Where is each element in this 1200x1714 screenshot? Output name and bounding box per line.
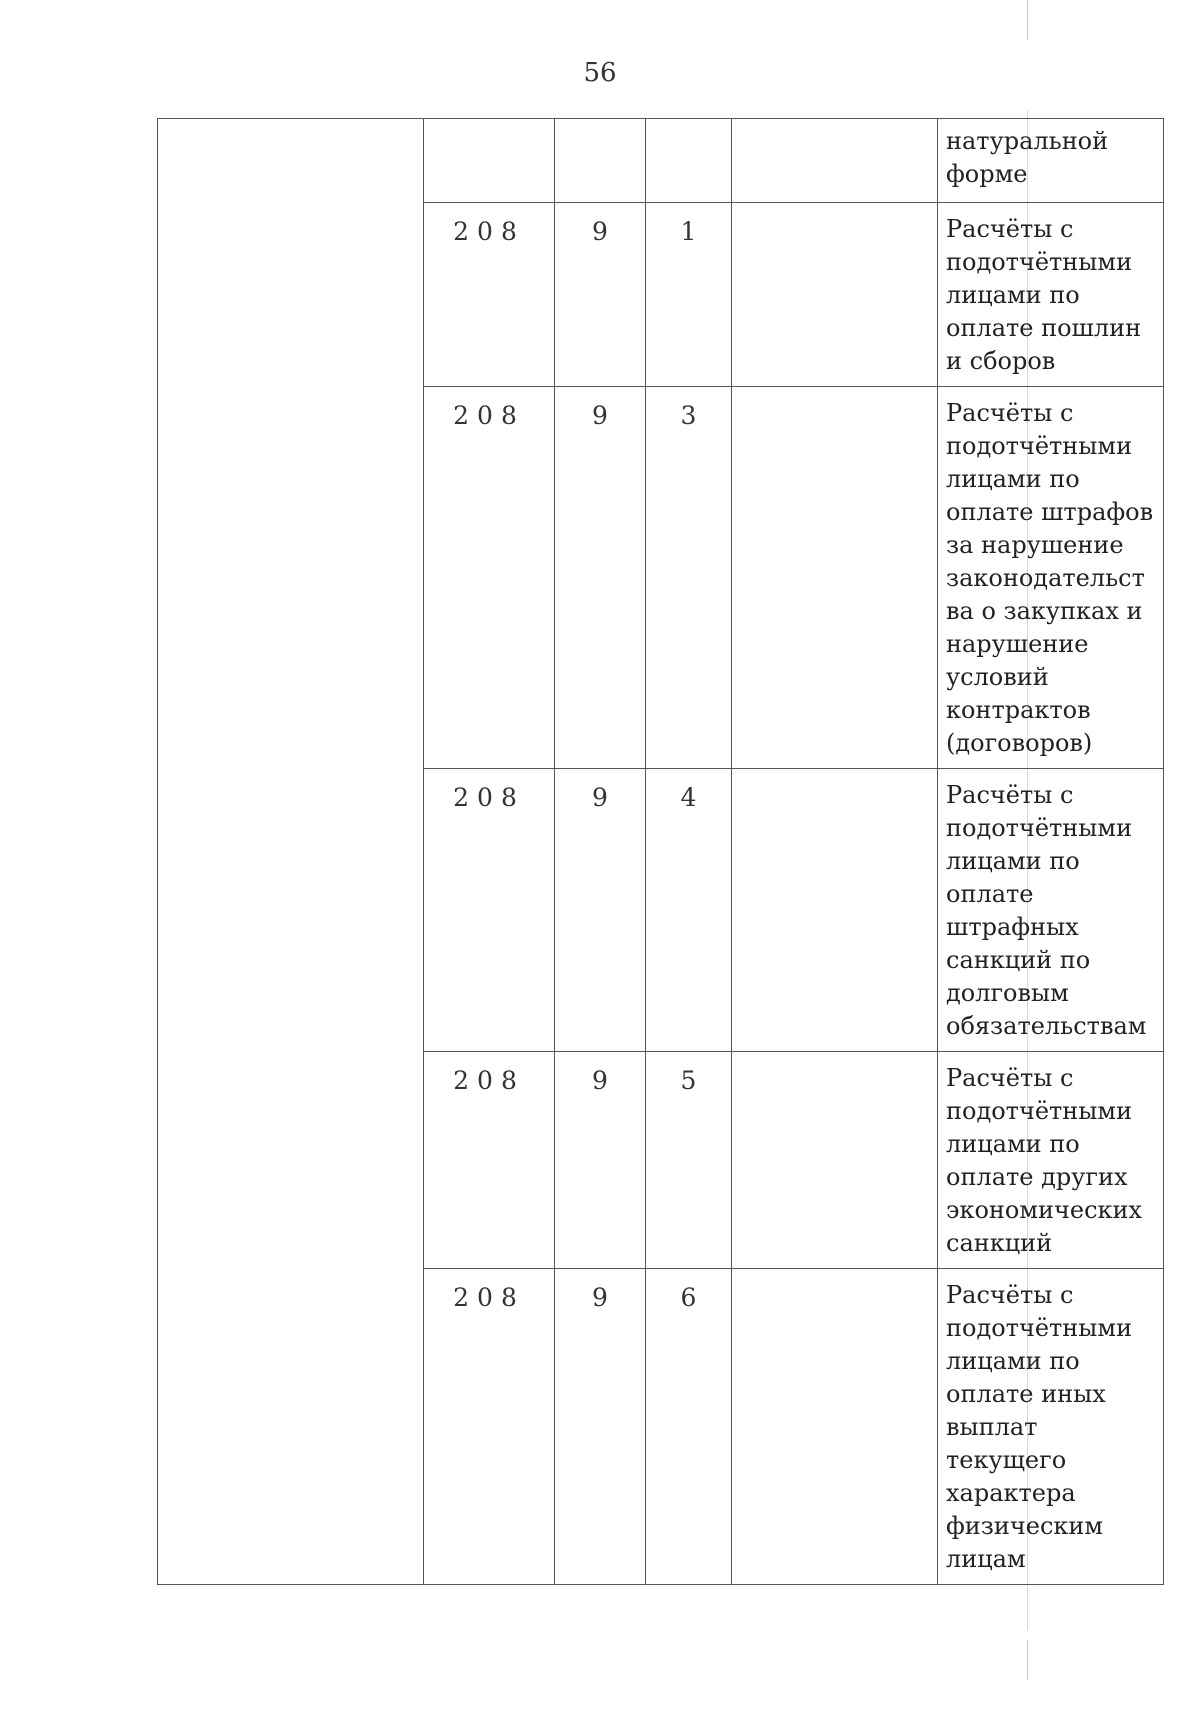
subcode-b-value: 3 <box>680 401 697 430</box>
blank-cell <box>732 387 938 769</box>
code-value: 208 <box>453 217 525 246</box>
subcode-a-value: 9 <box>592 401 608 430</box>
description-cell <box>938 1052 1164 1269</box>
code-value: 208 <box>453 783 525 812</box>
subcode-a-cell <box>555 1052 646 1269</box>
code-value: 208 <box>453 1283 525 1312</box>
subcode-a-value: 9 <box>592 217 608 246</box>
subcode-b-cell <box>646 203 732 387</box>
subcode-b-cell <box>646 119 732 203</box>
subcode-b-cell <box>646 769 732 1052</box>
table-row <box>158 119 1164 203</box>
subcode-a-cell <box>555 1269 646 1585</box>
merged-left-cell <box>158 119 424 1585</box>
description-text: Расчёты с подотчётными лицами по оплате пошлин и сборов <box>946 215 1142 375</box>
code-cell <box>424 119 555 203</box>
description-cell <box>938 119 1164 203</box>
subcode-a-cell <box>555 203 646 387</box>
page-number: 56 <box>583 58 617 88</box>
description-cell <box>938 1269 1164 1585</box>
code-value: 208 <box>453 1066 525 1095</box>
blank-cell <box>732 203 938 387</box>
subcode-a-cell <box>555 387 646 769</box>
description-text: Расчёты с подотчётными лицами по оплате других экономических санкций <box>946 1064 1143 1257</box>
description-cell <box>938 203 1164 387</box>
code-cell <box>424 769 555 1052</box>
subcode-b-value: 4 <box>680 783 697 812</box>
subcode-b-cell <box>646 387 732 769</box>
blank-cell <box>732 119 938 203</box>
description-text: Расчёты с подотчётными лицами по оплате штрафных санкций по долговым обязательствам <box>946 781 1147 1040</box>
subcode-a-value: 9 <box>592 1066 608 1095</box>
description-text: натуральной форме <box>946 127 1109 188</box>
subcode-b-value: 5 <box>680 1066 697 1095</box>
subcode-b-cell <box>646 1269 732 1585</box>
blank-cell <box>732 769 938 1052</box>
description-cell <box>938 769 1164 1052</box>
accounts-table <box>157 118 1164 1585</box>
subcode-b-value: 6 <box>680 1283 697 1312</box>
subcode-b-cell <box>646 1052 732 1269</box>
subcode-a-value: 9 <box>592 1283 608 1312</box>
description-cell <box>938 387 1164 769</box>
code-cell <box>424 1269 555 1585</box>
scan-artifact-line <box>1027 0 1028 40</box>
subcode-a-cell <box>555 769 646 1052</box>
description-text: Расчёты с подотчётными лицами по оплате штрафов за нарушение законодательства о закупках и нарушение условий контрактов (договоров) <box>946 399 1154 757</box>
code-cell <box>424 203 555 387</box>
scan-artifact-line <box>1027 1640 1028 1680</box>
subcode-b-value: 1 <box>680 217 697 246</box>
subcode-a-value: 9 <box>592 783 608 812</box>
blank-cell <box>732 1269 938 1585</box>
code-value: 208 <box>453 401 525 430</box>
subcode-a-cell <box>555 119 646 203</box>
code-cell <box>424 1052 555 1269</box>
description-text: Расчёты с подотчётными лицами по оплате иных выплат текущего характера физическим лицам <box>946 1281 1133 1573</box>
code-cell <box>424 387 555 769</box>
blank-cell <box>732 1052 938 1269</box>
